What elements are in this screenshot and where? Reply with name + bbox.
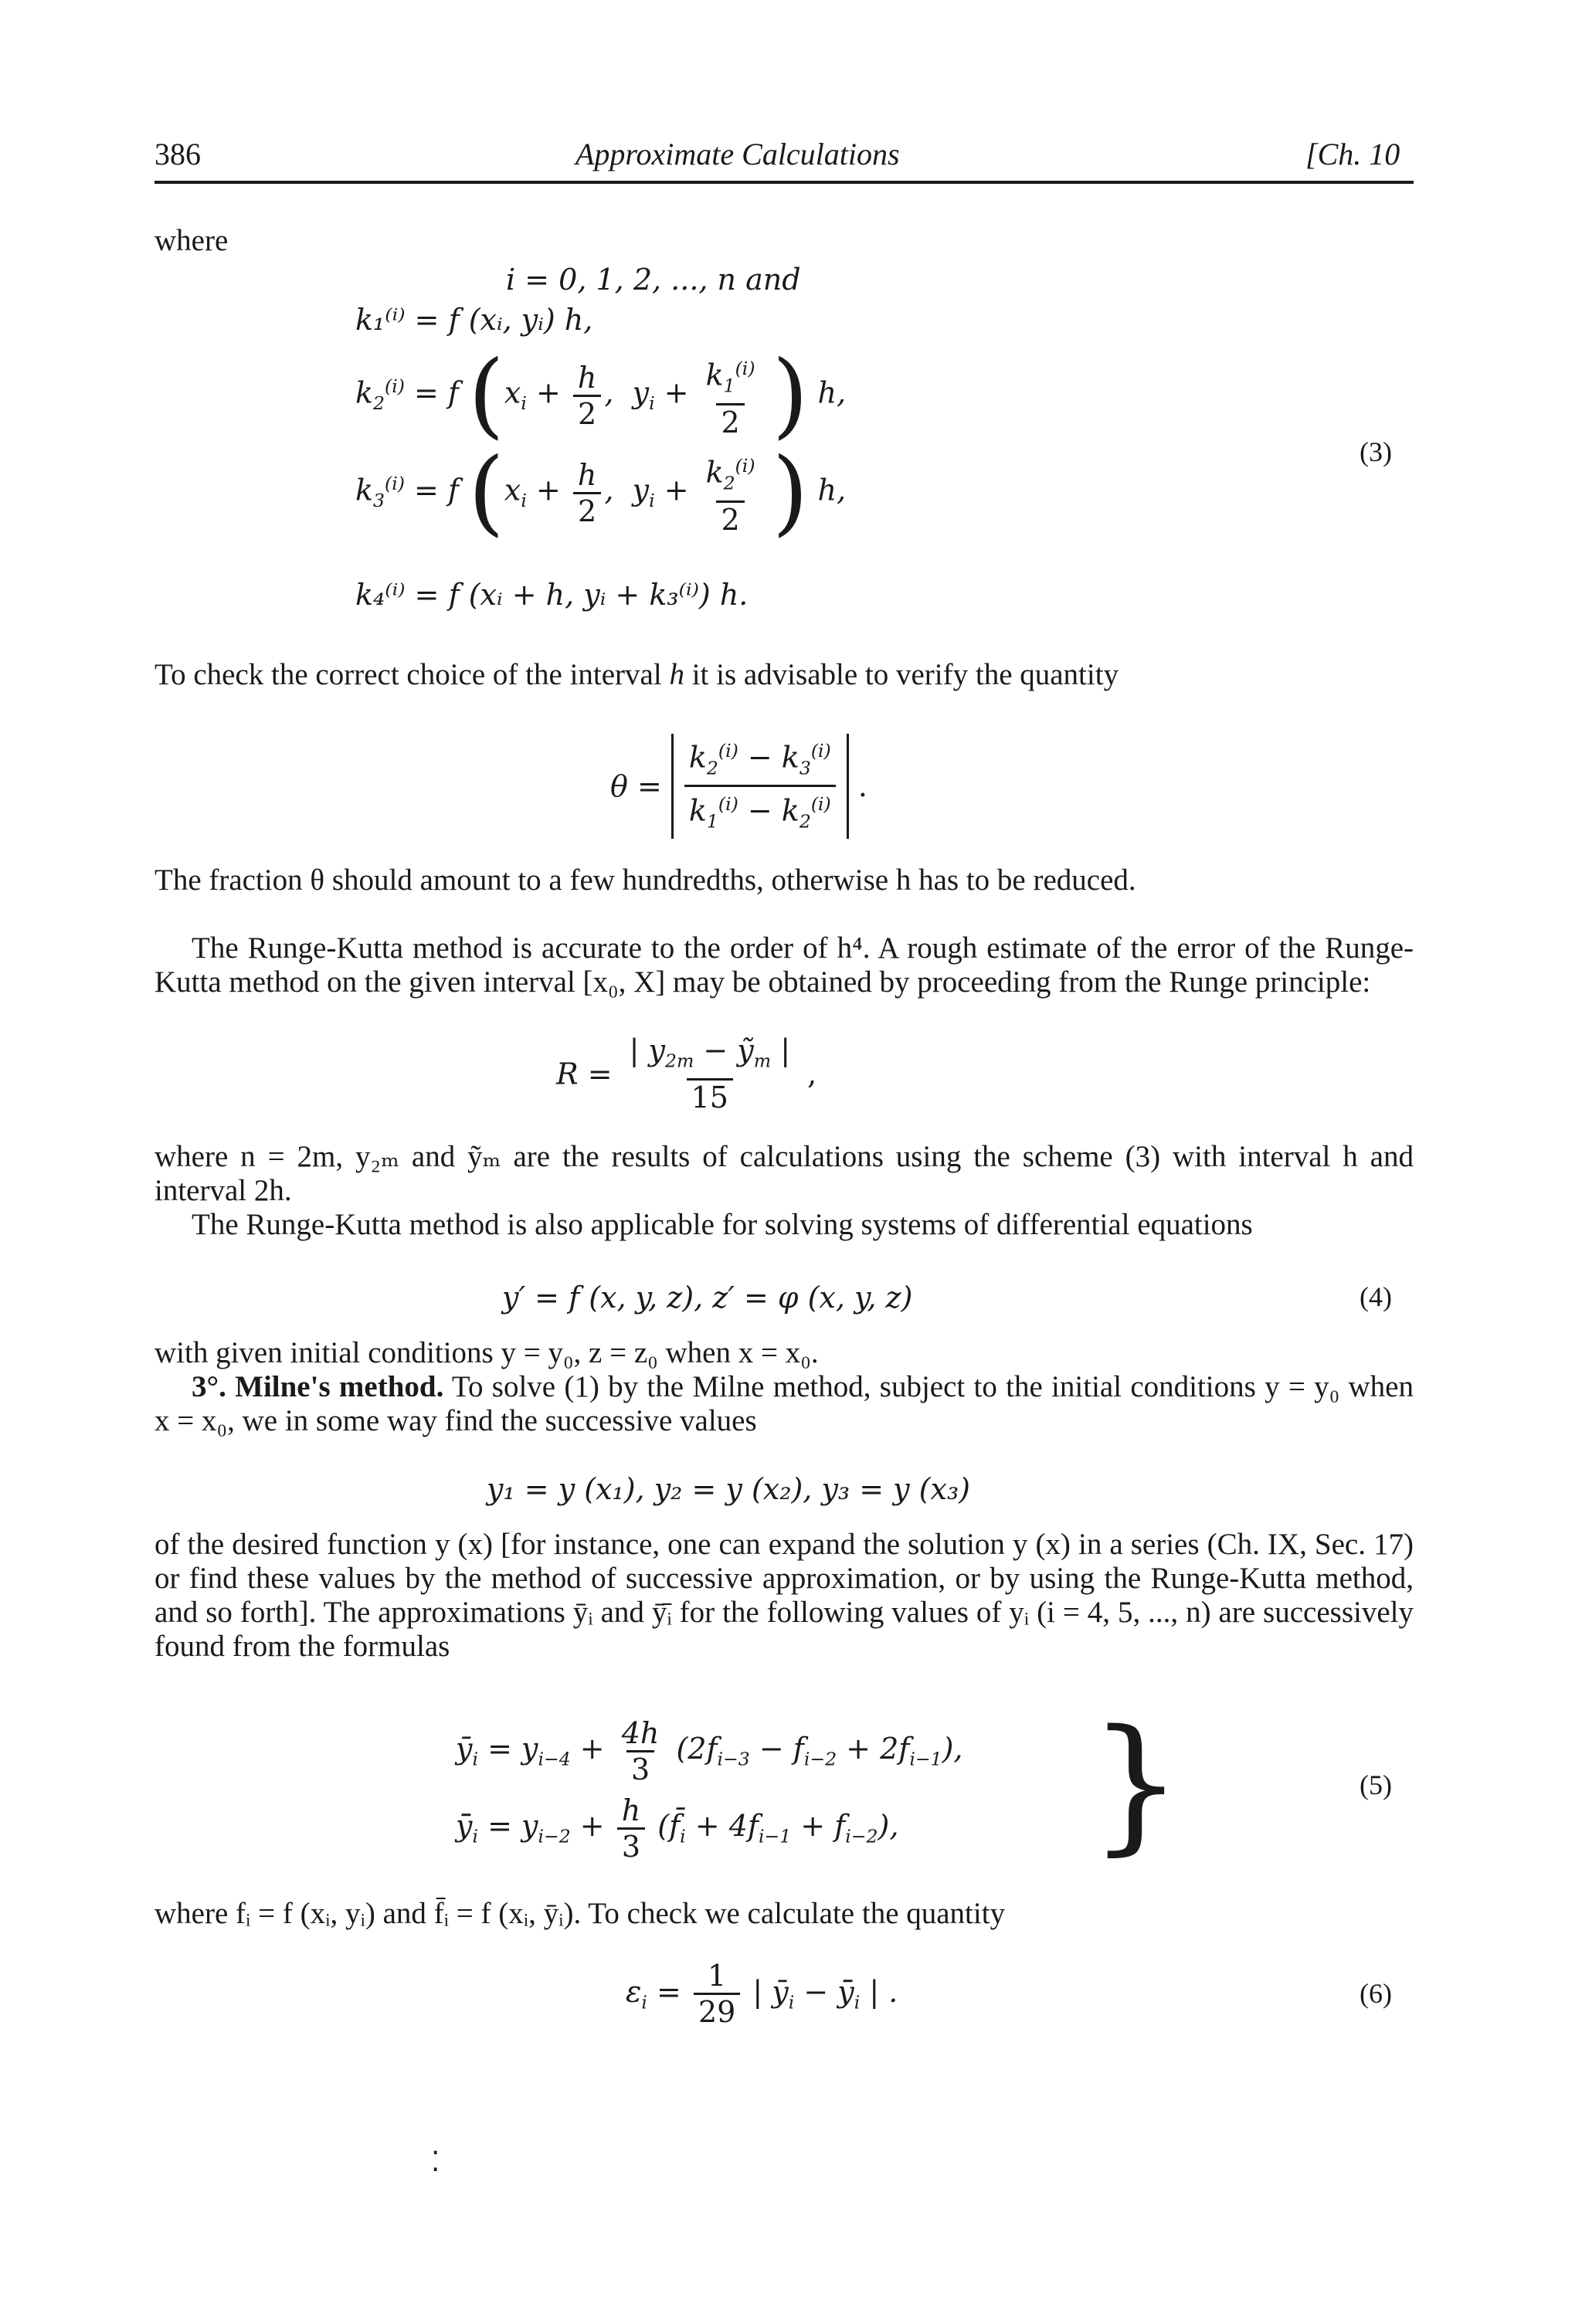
chapter-label: [Ch. 10 <box>1305 137 1400 171</box>
eq4: y′ = f (x, y, z), z′ = φ (x, y, z) <box>502 1281 913 1315</box>
eq4-number: (4) <box>1360 1281 1392 1312</box>
desired-function-paragraph: of the desired function y (x) [for instance, one can expand the solution y (x) in a series (Ch. IX, Sec. 17) or find these values by the method of successive approximation, or by using the Runge-Kutta method, and so forth]. The approximations ȳᵢ and ȳ̄ᵢ for the following values of yᵢ (i = 4, 5, ..., n) are successively found from the formulas <box>154 1528 1414 1663</box>
milne-heading: Milne's method. <box>235 1370 444 1403</box>
runge-error-formula: R = $\frac{| y_{2m} - ỹ_m |}{15}$ , <box>556 1033 817 1115</box>
eq5-line2: $ȳ̄_i = y_{i-2}$ + $\frac{h}{3}$ $(f̄_i + 4f_{i-1} + f_{i-2})$, <box>456 1793 899 1864</box>
initial-conditions-paragraph: with given initial conditions y = y₀, z = z₀ when x = x₀. <box>154 1336 819 1369</box>
eq3-k1: k₁⁽ⁱ⁾ = f (xᵢ, yᵢ) h, <box>355 303 593 337</box>
eq3-number: (3) <box>1360 436 1392 467</box>
running-title: Approximate Calculations <box>575 137 900 171</box>
milne-number: 3°. <box>192 1370 226 1403</box>
rk-accuracy-paragraph: The Runge-Kutta method is accurate to the order of h⁴. A rough estimate of the error of the Runge-Kutta method on the given interval [x₀, X] may be obtained by proceeding from the Runge principle: <box>154 931 1414 999</box>
header-rule <box>154 181 1414 184</box>
where-n-paragraph: where n = 2m, y₂ₘ and ỹₘ are the results of calculations using the scheme (3) with interval h and interval 2h. <box>154 1140 1414 1207</box>
eq6: $\varepsilon_i$ = $\frac{1}{29}$ | $ȳ_i$ − $ȳ̄_i$ | . <box>626 1959 898 2029</box>
where-label: where <box>154 224 229 257</box>
systems-paragraph: The Runge-Kutta method is also applicable for solving systems of differential equations <box>192 1208 1253 1241</box>
eq5-line1: $ȳ_i = y_{i-4}$ + $\frac{4h}{3}$ $(2f_{i-3} - f_{i-2} + 2f_{i-1})$, <box>456 1716 963 1786</box>
eq3-k3: $k_3^{(i)} = f$ ($x_i$ + $\frac{h}{2}$ , $y_i$ + $\frac{k_2^{(i)}}{2}$ ) h, <box>355 439 847 546</box>
eq3-k4: k₄⁽ⁱ⁾ = f (xᵢ + h, yᵢ + k₃⁽ⁱ⁾) h. <box>355 578 749 612</box>
milne-paragraph: 3°. Milne's method. To solve (1) by the Milne method, subject to the initial conditions y = y₀ when x = x₀, we in some way find the successive values <box>154 1370 1414 1437</box>
eq6-number: (6) <box>1360 1978 1392 2009</box>
eq5-brace: } <box>1089 1698 1183 1869</box>
eq-initial-values: y₁ = y (x₁), y₂ = y (x₂), y₃ = y (x₃) <box>487 1472 970 1506</box>
check-paragraph: To check the correct choice of the interval h it is advisable to verify the quantity <box>154 658 1119 691</box>
eq5-number: (5) <box>1360 1769 1392 1800</box>
page-speck: ⁚ <box>431 2146 440 2177</box>
fraction-paragraph: The fraction θ should amount to a few hundredths, otherwise h has to be reduced. <box>154 863 1136 897</box>
where-f-paragraph: where fᵢ = f (xᵢ, yᵢ) and f̄ᵢ = f (xᵢ, ȳᵢ). To check we calculate the quantity <box>154 1897 1006 1930</box>
theta-formula: θ = $\frac{k_2^{(i)} - k_3^{(i)}}{k_1^{(i)} - k_2^{(i)}}$ . <box>610 734 867 839</box>
page-number: 386 <box>154 137 201 171</box>
eq3-index-line: i = 0, 1, 2, ..., n and <box>506 263 801 297</box>
eq3-k2: $k_2^{(i)} = f$ ($x_i$ + $\frac{h}{2}$ , $y_i$ + $\frac{k_1^{(i)}}{2}$ ) h, <box>355 341 847 449</box>
